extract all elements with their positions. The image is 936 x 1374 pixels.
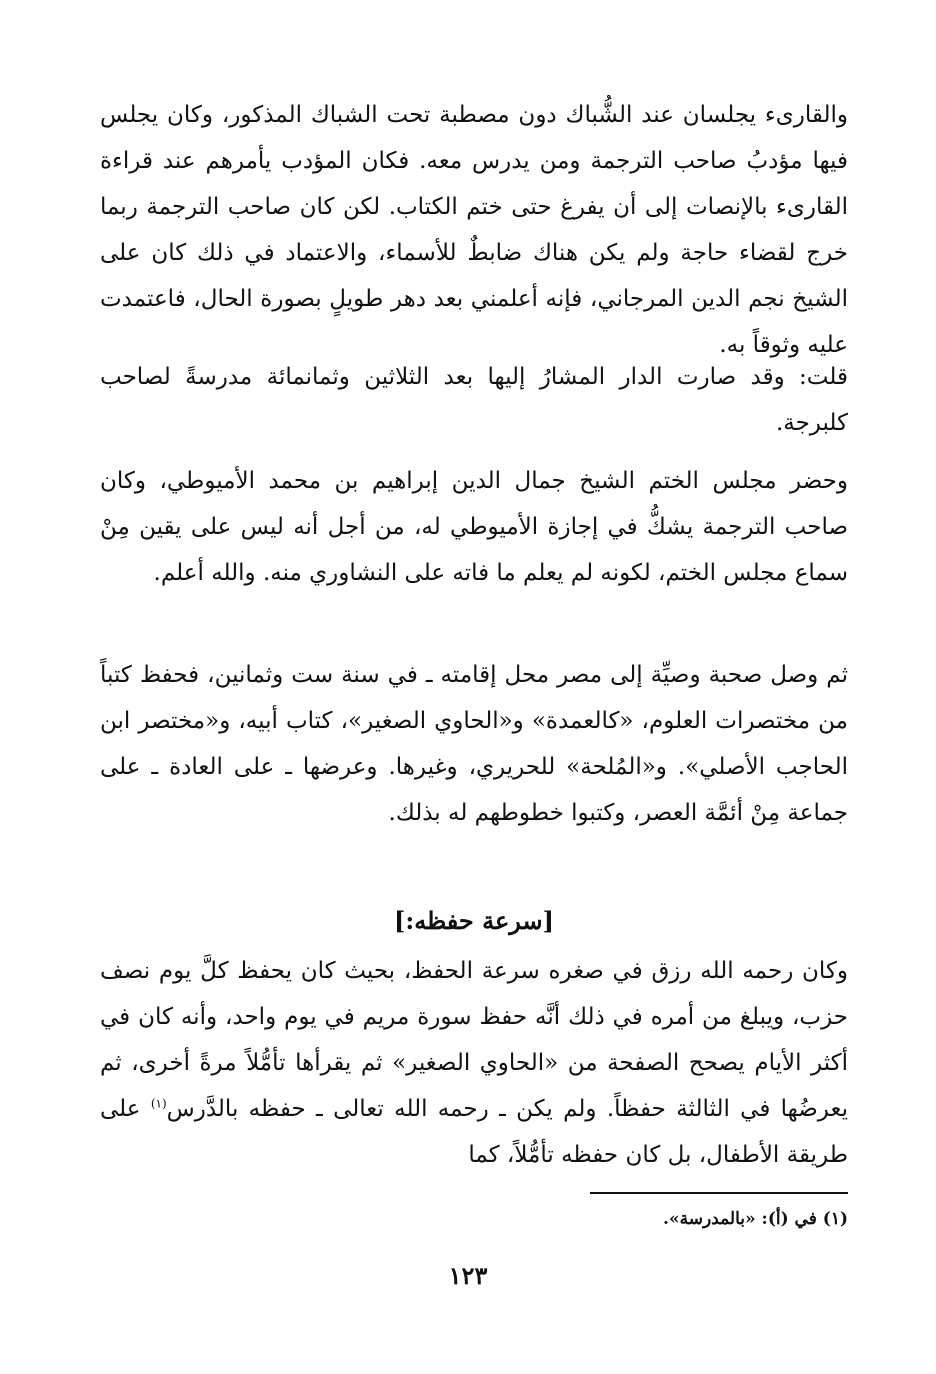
section-heading: [سرعة حفظه:] bbox=[394, 906, 554, 935]
paragraph-5-text bbox=[100, 948, 848, 1178]
footnote: (١) في (أ): «بالمدرسة». bbox=[663, 1209, 848, 1229]
paragraph-4 bbox=[100, 652, 848, 836]
footnote-mark: (١) bbox=[150, 1096, 167, 1111]
paragraph-5 bbox=[100, 948, 848, 1178]
paragraph-3-text: وحضر مجلس الختم الشيخ جمال الدين إبراهيم بن محمد الأميوطي، وكان صاحب الترجمة يشكُّ في إجازة الأميوطي له، من أجل أنه ليس على يقين مِنْ سماع مجلس الختم، لكونه لم يعلم ما فاته على النشاوري منه. والله أعلم. bbox=[100, 468, 848, 586]
paragraph-5-part-2: على طريقة الأطفال، بل كان حفظه تأمُّلاً، كما bbox=[100, 1096, 848, 1168]
paragraph-1-text: والقارىء يجلسان عند الشُّباك دون مصطبة تحت الشباك المذكور، وكان يجلس فيها مؤدبُ صاحب الترجمة ومن يدرس معه. فكان المؤدب يأمرهم عند قراءة القارىء بالإنصات إلى أن يفرغ حتى ختم الكتاب. لكن كان صاحب الترجمة ربما خرج لقضاء حاجة ولم يكن هناك ضابطٌ للأسماء، والاعتماد في ذلك كان على الشيخ نجم الدين المرجاني، فإنه أعلمني بعد دهر طويلٍ بصورة الحال، فاعتمدت عليه وثوقاً به. bbox=[100, 102, 848, 358]
paragraph-1 bbox=[100, 92, 848, 368]
paragraph-5-part-1: وكان رحمه الله رزق في صغره سرعة الحفظ، بحيث كان يحفظ كلَّ يوم نصف حزب، ويبلغ من أمره في ذلك أنَّه حفظ سورة مريم في يوم واحد، وأنه كان في أكثر الأيام يصحح الصفحة من «الحاوي الصغير» ثم يقرأها تأمُّلاً مرةً أخرى، ثم يعرضُها في الثالثة حفظاً. ولم يكن ـ رحمه الله تعالى ـ حفظه بالدَّرس bbox=[100, 958, 848, 1122]
paragraph-2-text: قلت: وقد صارت الدار المشارُ إليها بعد الثلاثين وثمانمائة مدرسةً لصاحب كلبرجة. bbox=[100, 364, 848, 436]
paragraph-3 bbox=[100, 458, 848, 596]
paragraph-4-text: ثم وصل صحبة وصيِّة إلى مصر محل إقامته ـ في سنة ست وثمانين، فحفظ كتباً من مختصرات العلوم، «كالعمدة» و«الحاوي الصغير»، كتاب أبيه، و«مختصر ابن الحاجب الأصلي». و«المُلحة» للحريري، وغيرها. وعرضها ـ على العادة ـ على جماعة مِنْ أئمَّة العصر، وكتبوا خطوطهم له بذلك. bbox=[100, 662, 848, 826]
page-number: ١٢٣ bbox=[448, 1261, 488, 1290]
paragraph-2 bbox=[100, 354, 848, 446]
footnote-divider bbox=[590, 1192, 848, 1194]
